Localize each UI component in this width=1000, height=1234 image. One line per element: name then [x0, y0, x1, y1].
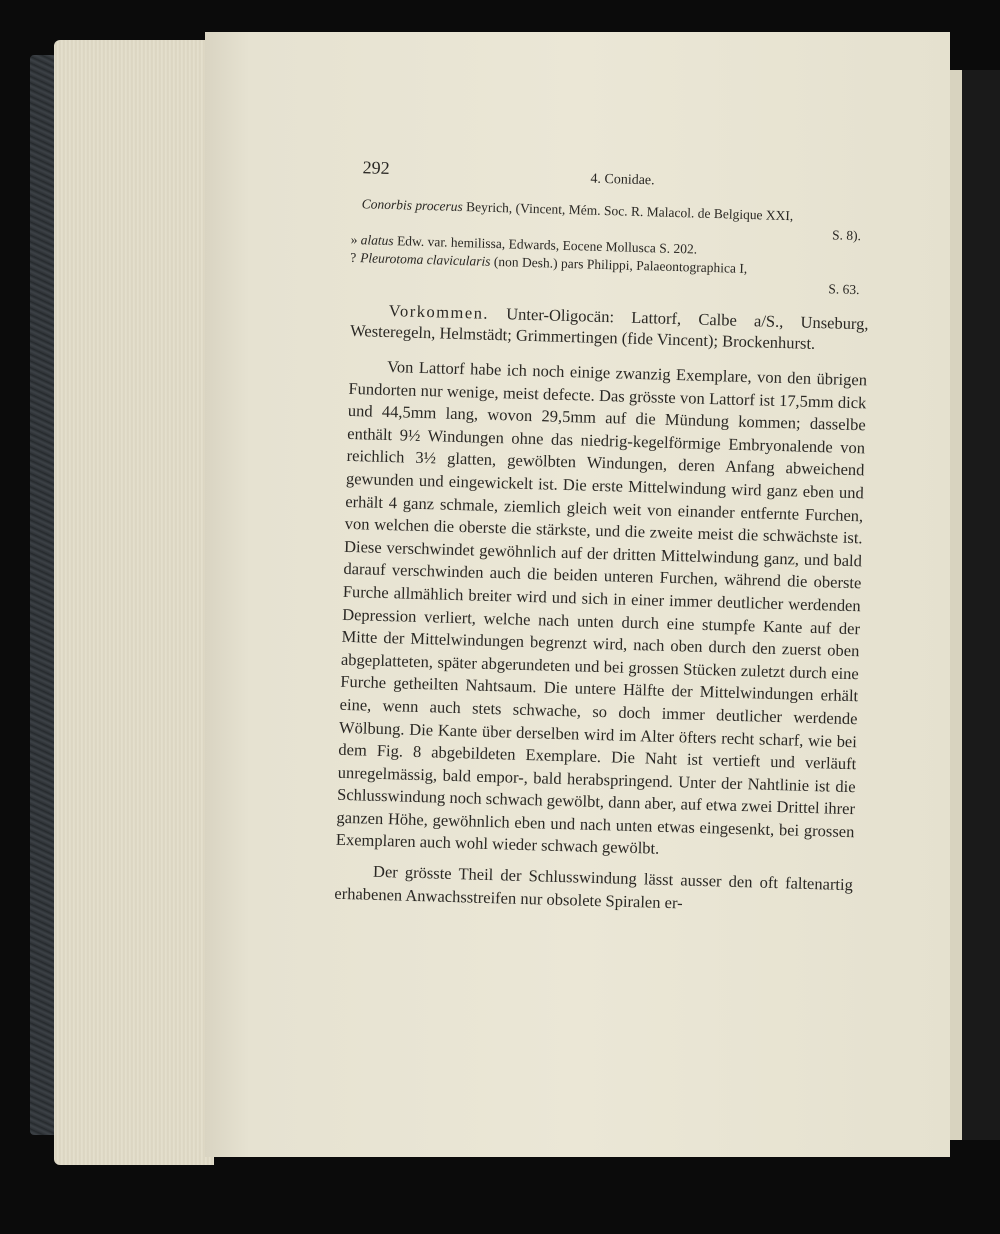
- synonymy-mark: »: [350, 231, 358, 248]
- citation: (non Desh.) pars Philippi, Palaeontographica I,: [490, 253, 748, 276]
- page-number: 292: [362, 157, 390, 178]
- taxon-name: Pleurotoma clavicularis: [359, 250, 491, 269]
- facing-page-edge: [950, 70, 962, 1140]
- occurrence-text: Unter-Oligocän: Lattorf, Calbe a/S., Unseburg, Westeregeln, Helmstädt; Grimmertingen (fide Vincent); Brockenhurst.: [349, 303, 869, 353]
- page-content: [334, 157, 873, 919]
- taxon-name: alatus: [360, 232, 394, 249]
- synonymy-list: [351, 195, 871, 299]
- synonymy-mark: ?: [349, 249, 357, 266]
- citation: Edw. var. hemilissa, Edwards, Eocene Mollusca S. 202.: [393, 233, 698, 257]
- book-cover-right: [962, 70, 1000, 1140]
- body-paragraph: Von Lattorf habe ich noch einige zwanzig Exemplare, von den übrigen Fundorten nur wenige, meist defecte. Das grösste von Lattorf ist 17,5mm dick und 44,5mm lang, wovon 29,5mm auf die Mündung kommen; dasselbe enthält 9½ Windungen ohne das niedrig-kegelförmige Embryonalende von reichlich 3½ glatten, gewölbten Windungen, deren Anfang abweichend gewunden und eingewickelt ist. Die erste Mittelwindung wird ganz eben und erhält 4 ganz schmale, ziemlich gleich weit von einander entfernte Furchen, von welchen die oberste die stärkste, und die zweite meist die schwächste ist. Diese verschwindet gewöhnlich auf der dritten Mittelwindung ganz, und bald darauf verschwinden auch die beiden unteren Furchen, während die oberste Furche allmählich breiter wird und sich in einer immer deutlicher werdenden Depression verliert, welche nach unten durch eine stumpfe Kante auf der Mitte der Mittelwindungen begrenzt wird, nach oben durch den zuerst oben abgeplatteten, später abgerundeten und bei grossen Stücken zuletzt durch eine Furche getheilten Nahtsaum. Die untere Hälfte der Mittelwindungen erhält eine, wenn auch stets schwache, so doch immer deutlicher werdende Wölbung. Die Kante über derselben wird im Alter öfters recht scharf, wie bei dem Fig. 8 abgebildeten Exemplare. Die Naht ist vertieft und verläuft unregelmässig, bald empor-, bald herabspringend. Unter der Nahtlinie ist die Schlusswindung noch schwach gewölbt, dann aber, auf etwa zwei Drittel ihrer ganzen Höhe, gewöhnlich eben und nach unten etwas eingesenkt, bei grossen Exemplaren auch wohl wieder schwach gewölbt.: [335, 356, 868, 859]
- occurrence-label: Vorkommen.: [388, 301, 490, 323]
- page-stack-edge: [54, 40, 214, 1165]
- occurrence-paragraph: [350, 299, 869, 355]
- running-head: 4. Conidae.: [590, 171, 655, 189]
- citation-continuation: S. 63.: [828, 281, 860, 298]
- citation: Beyrich, (Vincent, Mém. Soc. R. Malacol. de Belgique XXI,: [462, 199, 794, 224]
- taxon-name: Conorbis procerus: [361, 196, 464, 215]
- citation-continuation: S. 8).: [831, 227, 862, 244]
- body-paragraph: Der grösste Theil der Schlusswindung lässt ausser den oft faltenartig erhabenen Anwachsstreifen nur obsolete Spiralen er-: [334, 861, 854, 913]
- book-page: [205, 32, 950, 1157]
